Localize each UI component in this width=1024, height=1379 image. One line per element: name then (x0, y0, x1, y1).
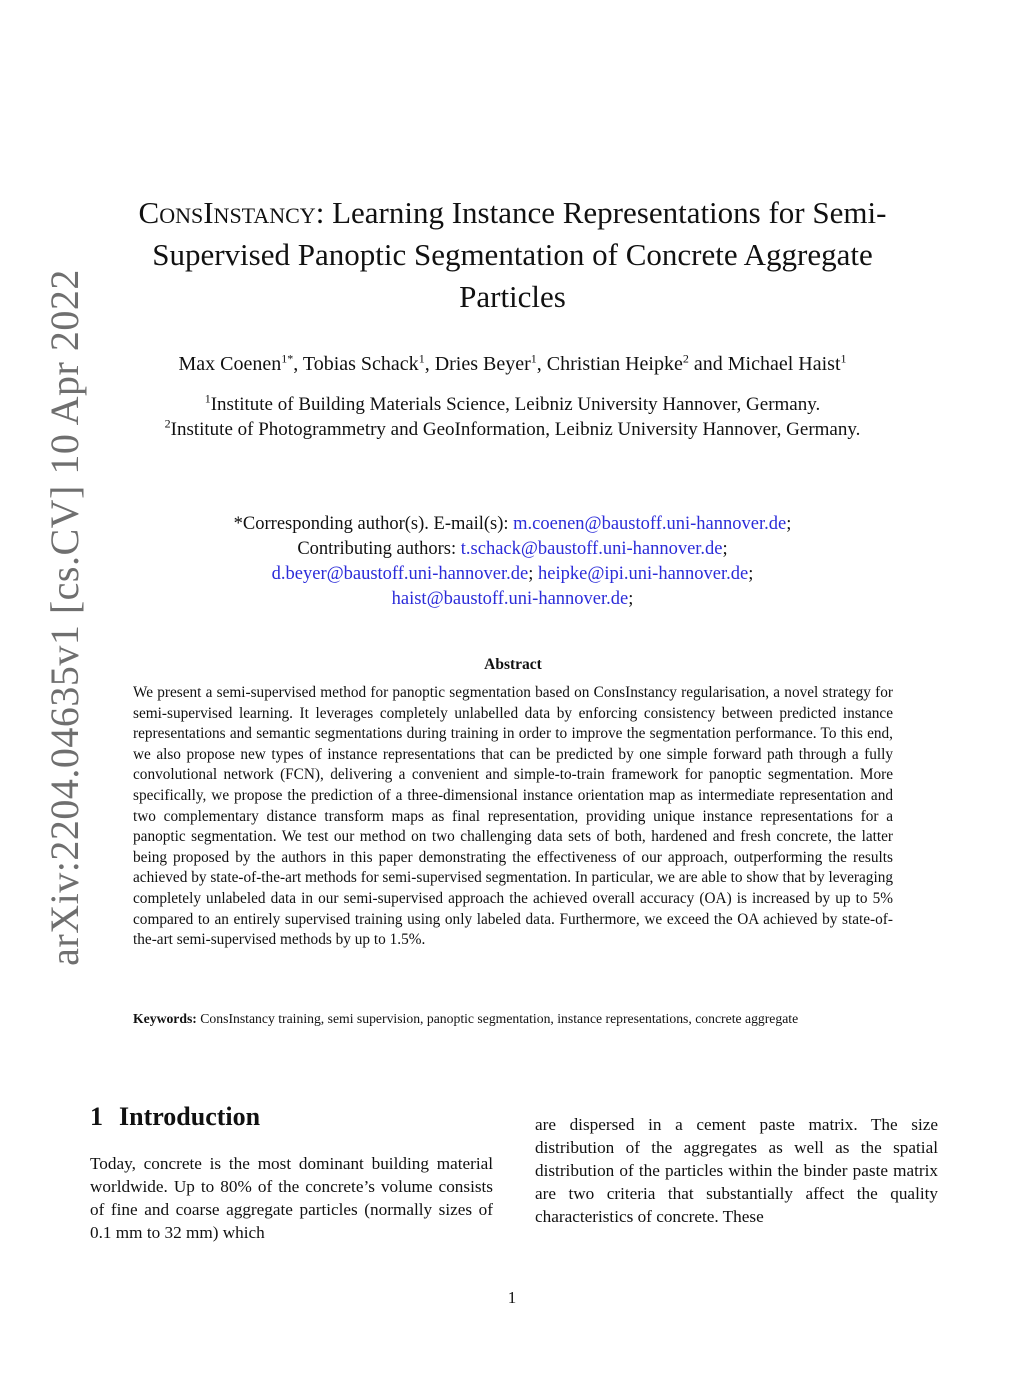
contributing-line: Contributing authors: t.schack@baustoff.uni-hannover.de; (297, 539, 728, 559)
author-affiliation-mark: 1 (530, 351, 537, 366)
body-text-left-column: Today, concrete is the most dominant building material worldwide. Up to 80% of the concrete’s volume consists of fine and coarse aggregate particles (normally sizes of 0.1 mm to 32 mm) which (90, 1154, 493, 1242)
affiliation-text: Institute of Photogrammetry and GeoInformation, Leibniz University Hannover, Germany. (170, 419, 861, 440)
author-name: Michael Haist (727, 353, 841, 375)
abstract-heading: Abstract (484, 656, 542, 673)
author-name: Max Coenen (178, 353, 282, 375)
affiliation-item (140, 392, 885, 417)
contributing-line: haist@baustoff.uni-hannover.de; (391, 589, 634, 609)
section-heading (90, 1102, 500, 1132)
author-separator: , (293, 353, 303, 375)
abstract-text: We present a semi-supervised method for panoptic segmentation based on ConsInstancy regularisation, a novel strategy for semi-supervised learning. It leverages completely unlabelled data by enforcing consistency between predicted instance representations and semantic segmentations during training in order to improve the segmentation performance. To this end, we also propose new types of instance representations that can be predicted by one simple forward path through a fully convolutional network (FCN), delivering a convenient and simple-to-train framework for panoptic segmentation. More specifically, we propose the prediction of a three-dimensional instance orientation map as intermediate representation and two complementary distance transform maps as final representation, providing unique instance representations for a panoptic segmentation. We test our method on two challenging data sets of both, hardened and fresh concrete, the latter being proposed by the authors in this paper demonstrating the effectiveness of our approach, outperforming the results achieved by state-of-the-art methods for semi-supervised segmentation. In particular, we are able to show that by leveraging completely unlabeled data in our semi-supervised approach the achieved overall accuracy (OA) is increased by up to 5% compared to an entirely supervised training using only labeled data. Furthermore, we exceed the OA achieved by state-of-the-art semi-supervised methods by up to 1.5%. (133, 684, 893, 949)
author-separator: , (424, 353, 435, 375)
keywords-label: Keywords: (133, 1011, 197, 1026)
section-title: Introduction (119, 1102, 261, 1131)
author-name: Christian Heipke (546, 353, 683, 375)
arxiv-id-text: arXiv:2204.04635v1 [cs.CV] 10 Apr 2022 (41, 269, 87, 966)
title-text: : Learning Instance Representations for Semi-Supervised Panoptic Segmentation of Concrete Aggregate Particles (152, 195, 887, 314)
section-number: 1 (90, 1102, 103, 1131)
affiliation-mark: 2 (164, 416, 171, 431)
author-affiliation-mark: 1 (840, 351, 847, 366)
keywords-text: ConsInstancy training, semi supervision, panoptic segmentation, instance representations, concrete aggregate (200, 1011, 799, 1026)
keywords (133, 1010, 893, 1028)
corresponding-line: *Corresponding author(s). E-mail(s): m.coenen@baustoff.uni-hannover.de; (233, 514, 792, 534)
author-affiliation-mark: 2 (682, 351, 689, 366)
author-name: Tobias Schack (302, 353, 419, 375)
contributing-label: Contributing authors: (297, 539, 457, 559)
author-affiliation-mark: 1* (281, 351, 294, 366)
body-text-right-column: are dispersed in a cement paste matrix. The size distribution of the aggregates as well as the spatial distribution of the particles within the binder paste matrix are two criteria that substantially affect the quality characteristics of concrete. These (535, 1115, 938, 1226)
contributing-email-link[interactable]: haist@baustoff.uni-hannover.de (391, 589, 629, 609)
arxiv-side-stamp (29, 269, 99, 966)
contributing-email-link[interactable]: t.schack@baustoff.uni-hannover.de (460, 539, 723, 559)
paper-title (120, 192, 905, 318)
contributing-email-link[interactable]: heipke@ipi.uni-hannover.de (538, 564, 749, 584)
contact-info (140, 512, 885, 612)
author-name: Dries Beyer (434, 353, 531, 375)
author-separator: , (536, 353, 547, 375)
contributing-line: d.beyer@baustoff.uni-hannover.de; heipke@ipi.uni-hannover.de; (271, 564, 754, 584)
page-number: 1 (507, 1288, 517, 1307)
affiliation-item (140, 417, 885, 442)
author-separator: and (688, 353, 728, 375)
affiliations (140, 392, 885, 442)
author-affiliation-mark: 1 (418, 351, 425, 366)
author-list (90, 350, 935, 378)
affiliation-mark: 1 (204, 391, 211, 406)
affiliation-text: Institute of Building Materials Science, Leibniz University Hannover, Germany. (210, 394, 821, 415)
corresponding-email-link[interactable]: m.coenen@baustoff.uni-hannover.de (513, 514, 787, 534)
corresponding-label: *Corresponding author(s). E-mail(s): (233, 514, 509, 534)
contributing-email-link[interactable]: d.beyer@baustoff.uni-hannover.de (271, 564, 529, 584)
title-acronym: ConsInstancy (138, 195, 316, 230)
